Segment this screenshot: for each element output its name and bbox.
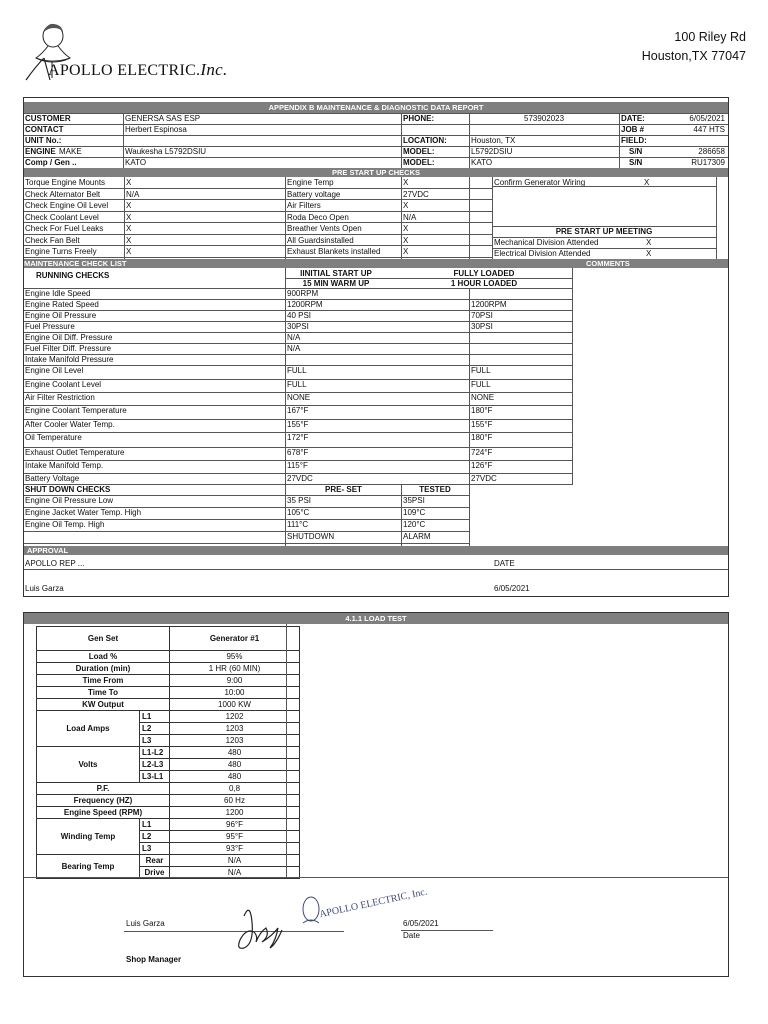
running-check-initial: 30PSI [287, 322, 309, 331]
pf-label: P.F. [37, 783, 170, 795]
volts-phase: L2-L3 [140, 759, 170, 771]
shutdown-check-tested: 109°C [403, 508, 426, 517]
running-check-label: Engine Oil Diff. Pressure [25, 333, 113, 342]
genset-value: Generator #1 [170, 627, 300, 651]
running-check-initial: 155°F [287, 420, 309, 429]
prestart-item-label: Battery voltage [287, 189, 341, 199]
running-check-initial: 172°F [287, 433, 309, 442]
date-label: DATE: [621, 114, 645, 123]
running-checks-title: RUNNING CHECKS [36, 271, 110, 280]
field-label: FIELD: [621, 136, 647, 145]
customer-label: CUSTOMER [25, 114, 71, 123]
bearing-value: N/A [170, 867, 300, 879]
running-check-label: Fuel Pressure [25, 322, 75, 331]
running-check-initial: 678°F [287, 448, 309, 457]
address-line-2: Houston,TX 77047 [641, 49, 746, 63]
running-check-label: Engine Rated Speed [25, 300, 99, 309]
prestart-item-value: X [403, 224, 409, 233]
prestart-item-value: X [403, 201, 409, 210]
running-check-loaded: FULL [471, 380, 491, 389]
comp-model-value: KATO [471, 158, 493, 167]
load-value: 95% [170, 651, 300, 663]
running-check-loaded: NONE [471, 393, 495, 402]
prestart-title: PRE START UP CHECKS [24, 168, 728, 177]
volts-label: Volts [37, 747, 140, 783]
unit-label: UNIT No.: [25, 136, 62, 145]
amps-value: 1203 [170, 723, 300, 735]
meeting-title: PRE START UP MEETING [555, 227, 653, 236]
freq-label: Frequency (HZ) [37, 795, 170, 807]
approval-rep-label: APOLLO REP ... [25, 559, 85, 568]
running-check-initial: 115°F [287, 461, 308, 470]
winding-label: Winding Temp [37, 819, 140, 855]
running-check-loaded: 155°F [471, 420, 493, 429]
running-check-label: Engine Oil Level [25, 366, 84, 375]
running-check-initial: 27VDC [287, 474, 313, 483]
confirm-wiring-label: Confirm Generator Wiring [494, 178, 586, 187]
volts-value: 480 [170, 771, 300, 783]
loaded-title: FULLY LOADED [453, 269, 515, 278]
winding-phase: L3 [140, 843, 170, 855]
prestart-item-label: Check Coolant Level [25, 212, 99, 222]
running-check-loaded: 27VDC [471, 474, 497, 483]
running-check-initial: N/A [287, 344, 301, 353]
prestart-item-label: Engine Turns Freely [25, 247, 97, 256]
running-check-loaded: 30PSI [471, 322, 493, 331]
running-check-label: Battery Voltage [25, 474, 80, 483]
prestart-item-value: N/A [126, 189, 140, 199]
winding-value: 96°F [170, 819, 300, 831]
load-test-title: 4.1.1 LOAD TEST [24, 613, 728, 624]
shutdown-check-label: Engine Oil Temp. High [25, 520, 105, 529]
prestart-item-value: X [126, 235, 132, 245]
location-value: Houston, TX [471, 136, 516, 145]
volts-phase: L3-L1 [140, 771, 170, 783]
amps-value: 1202 [170, 711, 300, 723]
running-check-initial: FULL [287, 366, 307, 375]
comp-value: KATO [125, 158, 147, 167]
winding-value: 95°F [170, 831, 300, 843]
time-from-label: Time From [37, 675, 170, 687]
initial-sub: 15 MIN WARM UP [302, 279, 370, 288]
running-check-label: Oil Temperature [25, 433, 82, 442]
prestart-item-label: Breather Vents Open [287, 224, 362, 233]
kw-label: KW Output [37, 699, 170, 711]
amps-phase: L1 [140, 711, 170, 723]
prestart-item-label: Exhaust Blankets installed [287, 247, 381, 256]
speed-label: Engine Speed (RPM) [37, 807, 170, 819]
prestart-item-value: N/A [403, 212, 417, 222]
pf-value: 0,8 [170, 783, 300, 795]
prestart-item-label: Air Filters [287, 201, 321, 210]
running-check-label: Engine Coolant Level [25, 380, 102, 389]
phone-value: 573902023 [524, 114, 565, 123]
time-to-label: Time To [37, 687, 170, 699]
running-check-loaded: 180°F [471, 406, 493, 415]
kw-value: 1000 KW [170, 699, 300, 711]
running-check-initial: 167°F [287, 406, 309, 415]
shutdown-check-tested: ALARM [403, 532, 431, 541]
running-check-label: Engine Oil Pressure [25, 311, 97, 320]
job-label: JOB # [621, 125, 645, 134]
time-from-value: 9:00 [170, 675, 300, 687]
phone-label: PHONE: [403, 114, 435, 123]
winding-phase: L2 [140, 831, 170, 843]
time-to-value: 10:00 [170, 687, 300, 699]
prestart-item-value: X [403, 235, 409, 245]
stamp-text: APOLLO ELECTRIC, Inc. [318, 886, 429, 921]
running-check-label: Engine Coolant Temperature [25, 406, 127, 415]
running-check-initial: 900RPM [287, 289, 319, 298]
prestart-item-value: X [126, 247, 132, 256]
prestart-item-value: X [403, 178, 409, 187]
duration-label: Duration (min) [37, 663, 170, 675]
logo-name: APOLLO ELECTRIC. [48, 62, 201, 79]
winding-phase: L1 [140, 819, 170, 831]
volts-phase: L1-L2 [140, 747, 170, 759]
comp-model-label: MODEL: [403, 158, 435, 167]
shutdown-title: SHUT DOWN CHECKS [25, 485, 111, 494]
shutdown-check-tested: 35PSI [403, 496, 425, 505]
running-check-label: After Cooler Water Temp. [25, 420, 115, 429]
elec-division-label: Electrical Division Attended [494, 249, 591, 258]
shutdown-check-preset: 35 PSI [287, 496, 312, 505]
contact-label: CONTACT [25, 125, 64, 134]
loaded-sub: 1 HOUR LOADED [450, 279, 518, 288]
running-check-label: Engine Idle Speed [25, 289, 91, 298]
running-check-loaded: 126°F [471, 461, 493, 470]
load-test-section [23, 612, 729, 977]
engine-label: ENGINE [25, 147, 56, 156]
shutdown-check-preset: SHUTDOWN [287, 532, 335, 541]
running-check-label: Intake Manifold Temp. [25, 461, 104, 470]
prestart-item-value: X [126, 224, 132, 233]
prestart-item-value: 27VDC [403, 189, 429, 199]
location-label: LOCATION: [403, 136, 447, 145]
prestart-item-label: All Guardsinstalled [287, 235, 354, 245]
running-check-label: Exhaust Outlet Temperature [25, 448, 125, 457]
running-check-loaded: 70PSI [471, 311, 493, 320]
approval-rep-name: Luis Garza [25, 584, 64, 593]
comments-title: COMMENTS [586, 259, 630, 268]
volts-value: 480 [170, 747, 300, 759]
running-check-initial: 40 PSI [287, 311, 312, 320]
mech-division-value: X [646, 238, 652, 247]
running-check-label: Intake Manifold Pressure [25, 355, 114, 364]
prestart-item-label: Torque Engine Mounts [25, 178, 106, 187]
engine-model-value: L5792DSIU [471, 147, 513, 156]
prestart-item-label: Check Alternator Belt [25, 189, 101, 199]
confirm-wiring-value: X [644, 178, 650, 187]
comp-sn-value: RU17309 [691, 158, 725, 167]
approval-date-value: 6/05/2021 [494, 584, 530, 593]
date-value: 6/05/2021 [689, 114, 725, 123]
customer-value: GENERSA SAS ESP [125, 114, 201, 123]
sign-date-label: Date [403, 931, 420, 940]
prestart-item-label: Check Engine Oil Level [25, 201, 109, 210]
signer-name: Luis Garza [126, 919, 165, 928]
shutdown-check-label: Engine Oil Pressure Low [25, 496, 114, 505]
amps-phase: L2 [140, 723, 170, 735]
engine-model-label: MODEL: [403, 147, 435, 156]
prestart-item-value: X [403, 247, 409, 256]
checklist-bar [24, 259, 728, 268]
shutdown-check-preset: 111°C [287, 520, 309, 529]
comp-label: Comp / Gen .. [25, 158, 77, 167]
approval-title: APPROVAL [24, 546, 728, 555]
freq-value: 60 Hz [170, 795, 300, 807]
running-check-initial: NONE [287, 393, 311, 402]
prestart-item-value: X [126, 178, 132, 187]
address-line-1: 100 Riley Rd [674, 30, 746, 44]
running-check-initial: 1200RPM [287, 300, 323, 309]
genset-label: Gen Set [37, 627, 170, 651]
bearing-pos: Drive [140, 867, 170, 879]
shutdown-check-label: Engine Jacket Water Temp. High [25, 508, 142, 517]
bearing-label: Bearing Temp [37, 855, 140, 879]
company-logo [22, 22, 237, 84]
mech-division-label: Mechanical Division Attended [494, 238, 599, 247]
prestart-item-value: X [126, 212, 132, 222]
running-check-initial: FULL [287, 380, 307, 389]
elec-division-value: X [646, 249, 652, 258]
amps-label: Load Amps [37, 711, 140, 747]
bearing-pos: Rear [140, 855, 170, 867]
engine-sn-value: 286658 [698, 147, 725, 156]
logo-suffix: Inc. [200, 60, 228, 79]
bearing-value: N/A [170, 855, 300, 867]
maintenance-report [23, 97, 729, 597]
company-address [642, 28, 746, 66]
engine-sn-label: S/N [629, 147, 643, 156]
checklist-title: MAINTENANCE CHECK LIST [24, 259, 127, 268]
load-label: Load % [37, 651, 170, 663]
preset-title: PRE- SET [325, 485, 362, 494]
speed-value: 1200 [170, 807, 300, 819]
contact-value: Herbert Espinosa [125, 125, 187, 134]
load-test-table [36, 626, 300, 879]
amps-phase: L3 [140, 735, 170, 747]
running-check-loaded: 1200RPM [471, 300, 507, 309]
tested-title: TESTED [419, 485, 451, 494]
initial-title: IINITIAL START UP [300, 269, 372, 278]
amps-value: 1203 [170, 735, 300, 747]
running-check-label: Fuel Filter Diff. Pressure [25, 344, 112, 353]
running-check-loaded: 180°F [471, 433, 493, 442]
running-check-loaded: FULL [471, 366, 491, 375]
winding-value: 93°F [170, 843, 300, 855]
running-check-initial: N/A [287, 333, 301, 342]
volts-value: 480 [170, 759, 300, 771]
prestart-item-value: X [126, 201, 132, 210]
sign-date: 6/05/2021 [403, 919, 439, 928]
running-check-loaded: 724°F [471, 448, 493, 457]
duration-value: 1 HR (60 MIN) [170, 663, 300, 675]
prestart-item-label: Check Fan Belt [25, 235, 80, 245]
comp-sn-label: S/N [629, 158, 643, 167]
engine-make-label: MAKE [59, 147, 82, 156]
prestart-item-label: Check For Fuel Leaks [25, 224, 104, 233]
report-title: APPENDIX B MAINTENANCE & DIAGNOSTIC DATA REPORT [24, 102, 728, 113]
approval-date-label: DATE [494, 559, 515, 568]
shutdown-check-preset: 105°C [287, 508, 310, 517]
prestart-item-label: Engine Temp [287, 178, 334, 187]
engine-make-value: Waukesha L5792DSIU [125, 147, 207, 156]
shutdown-check-tested: 120°C [403, 520, 426, 529]
job-value: 447 HTS [693, 125, 725, 134]
signer-title: Shop Manager [126, 955, 182, 964]
running-check-label: Air Filter Restriction [25, 393, 95, 402]
prestart-item-label: Roda Deco Open [287, 212, 349, 222]
